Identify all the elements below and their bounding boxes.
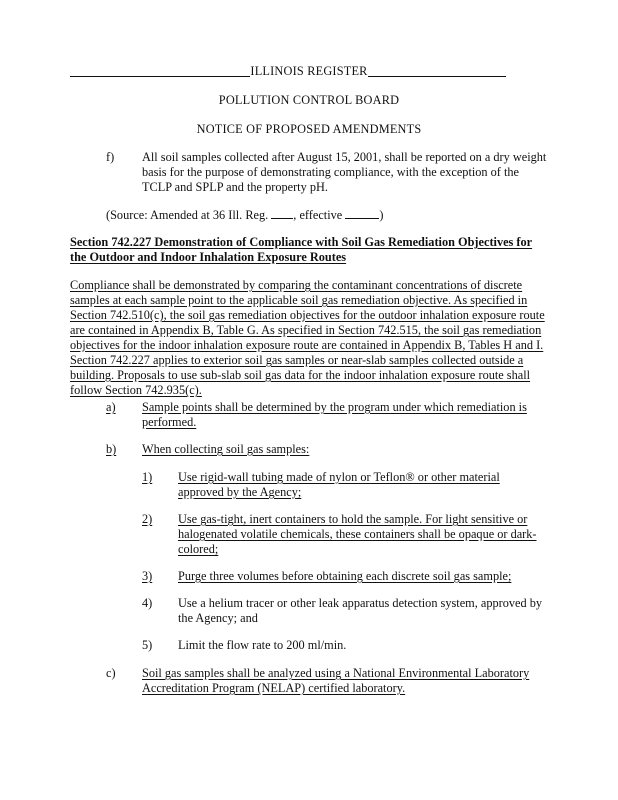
subitem-2-line: colored; bbox=[178, 542, 219, 556]
subitem-5-line: Limit the flow rate to 200 ml/min. bbox=[178, 638, 347, 652]
volume-blank bbox=[271, 207, 293, 219]
date-blank bbox=[345, 207, 379, 219]
item-a-marker: a) bbox=[106, 400, 116, 414]
item-f-marker: f) bbox=[106, 150, 115, 164]
item-b-marker: b) bbox=[106, 442, 117, 456]
subitem-2-marker: 2) bbox=[142, 512, 153, 526]
section-body-line: building. Proposals to use sub-slab soil gas data for the indoor inhalation exposure route shall bbox=[70, 368, 531, 382]
item-c-line: Soil gas samples shall be analyzed using a National Environmental Laboratory bbox=[142, 666, 530, 680]
item-b-line: When collecting soil gas samples: bbox=[142, 442, 310, 456]
section-heading-line: the Outdoor and Indoor Inhalation Exposure Routes bbox=[70, 250, 347, 264]
section-body-line: Compliance shall be demonstrated by comparing the contaminant concentrations of discrete bbox=[70, 278, 523, 292]
source-suffix: ) bbox=[379, 208, 384, 222]
subitem-2-line: Use gas-tight, inert containers to hold the sample. For light sensitive or bbox=[178, 512, 528, 526]
subitem-4-marker: 4) bbox=[142, 596, 153, 610]
subitem-1-line: approved by the Agency; bbox=[178, 485, 302, 499]
section-body-line: follow Section 742.935(c). bbox=[70, 383, 202, 397]
source-note bbox=[106, 207, 383, 223]
subitem-5-marker: 5) bbox=[142, 638, 153, 652]
subitem-4-line: Use a helium tracer or other leak apparatus detection system, approved by bbox=[178, 596, 542, 610]
subitem-2-line: halogenated volatile chemicals, these containers shall be opaque or dark- bbox=[178, 527, 537, 541]
section-body-line: are contained in Appendix B, Table G. As specified in Section 742.515, the soil gas remediation bbox=[70, 323, 542, 337]
subitem-1-marker: 1) bbox=[142, 470, 153, 484]
section-heading-line: Section 742.227 Demonstration of Compliance with Soil Gas Remediation Objectives for bbox=[70, 235, 533, 249]
subitem-4-line: the Agency; and bbox=[178, 611, 258, 625]
section-body-line: Section 742.510(c), the soil gas remediation objectives for the outdoor inhalation exposure route bbox=[70, 308, 545, 322]
board-title: POLLUTION CONTROL BOARD bbox=[218, 93, 400, 107]
item-f-line: All soil samples collected after August 15, 2001, shall be reported on a dry weight bbox=[142, 150, 547, 164]
notice-title: NOTICE OF PROPOSED AMENDMENTS bbox=[196, 122, 422, 136]
section-body-line: Section 742.227 applies to exterior soil gas samples or near-slab samples collected outside a bbox=[70, 353, 524, 367]
item-c-marker: c) bbox=[106, 666, 116, 680]
item-a-line: Sample points shall be determined by the program under which remediation is bbox=[142, 400, 527, 414]
item-a-line: performed. bbox=[142, 415, 197, 429]
source-prefix: (Source: Amended at 36 Ill. Reg. bbox=[106, 208, 272, 222]
subitem-3-marker: 3) bbox=[142, 569, 153, 583]
source-middle: , effective bbox=[293, 208, 346, 222]
item-c-line: Accreditation Program (NELAP) certified laboratory. bbox=[142, 681, 406, 695]
subitem-1-line: Use rigid-wall tubing made of nylon or Teflon® or other material bbox=[178, 470, 500, 484]
item-f-line: basis for the purpose of demonstrating compliance, with the exception of the bbox=[142, 165, 520, 179]
subitem-3-line: Purge three volumes before obtaining each discrete soil gas sample; bbox=[178, 569, 512, 583]
register-title: ILLINOIS REGISTER bbox=[250, 64, 368, 78]
section-body-line: samples at each sample point to the applicable soil gas remediation objective. As specified in bbox=[70, 293, 528, 307]
section-body-line: objectives for the indoor inhalation exposure route are contained in Appendix B, Tables H and I. bbox=[70, 338, 544, 352]
item-f-line: TCLP and SPLP and the property pH. bbox=[142, 180, 328, 194]
